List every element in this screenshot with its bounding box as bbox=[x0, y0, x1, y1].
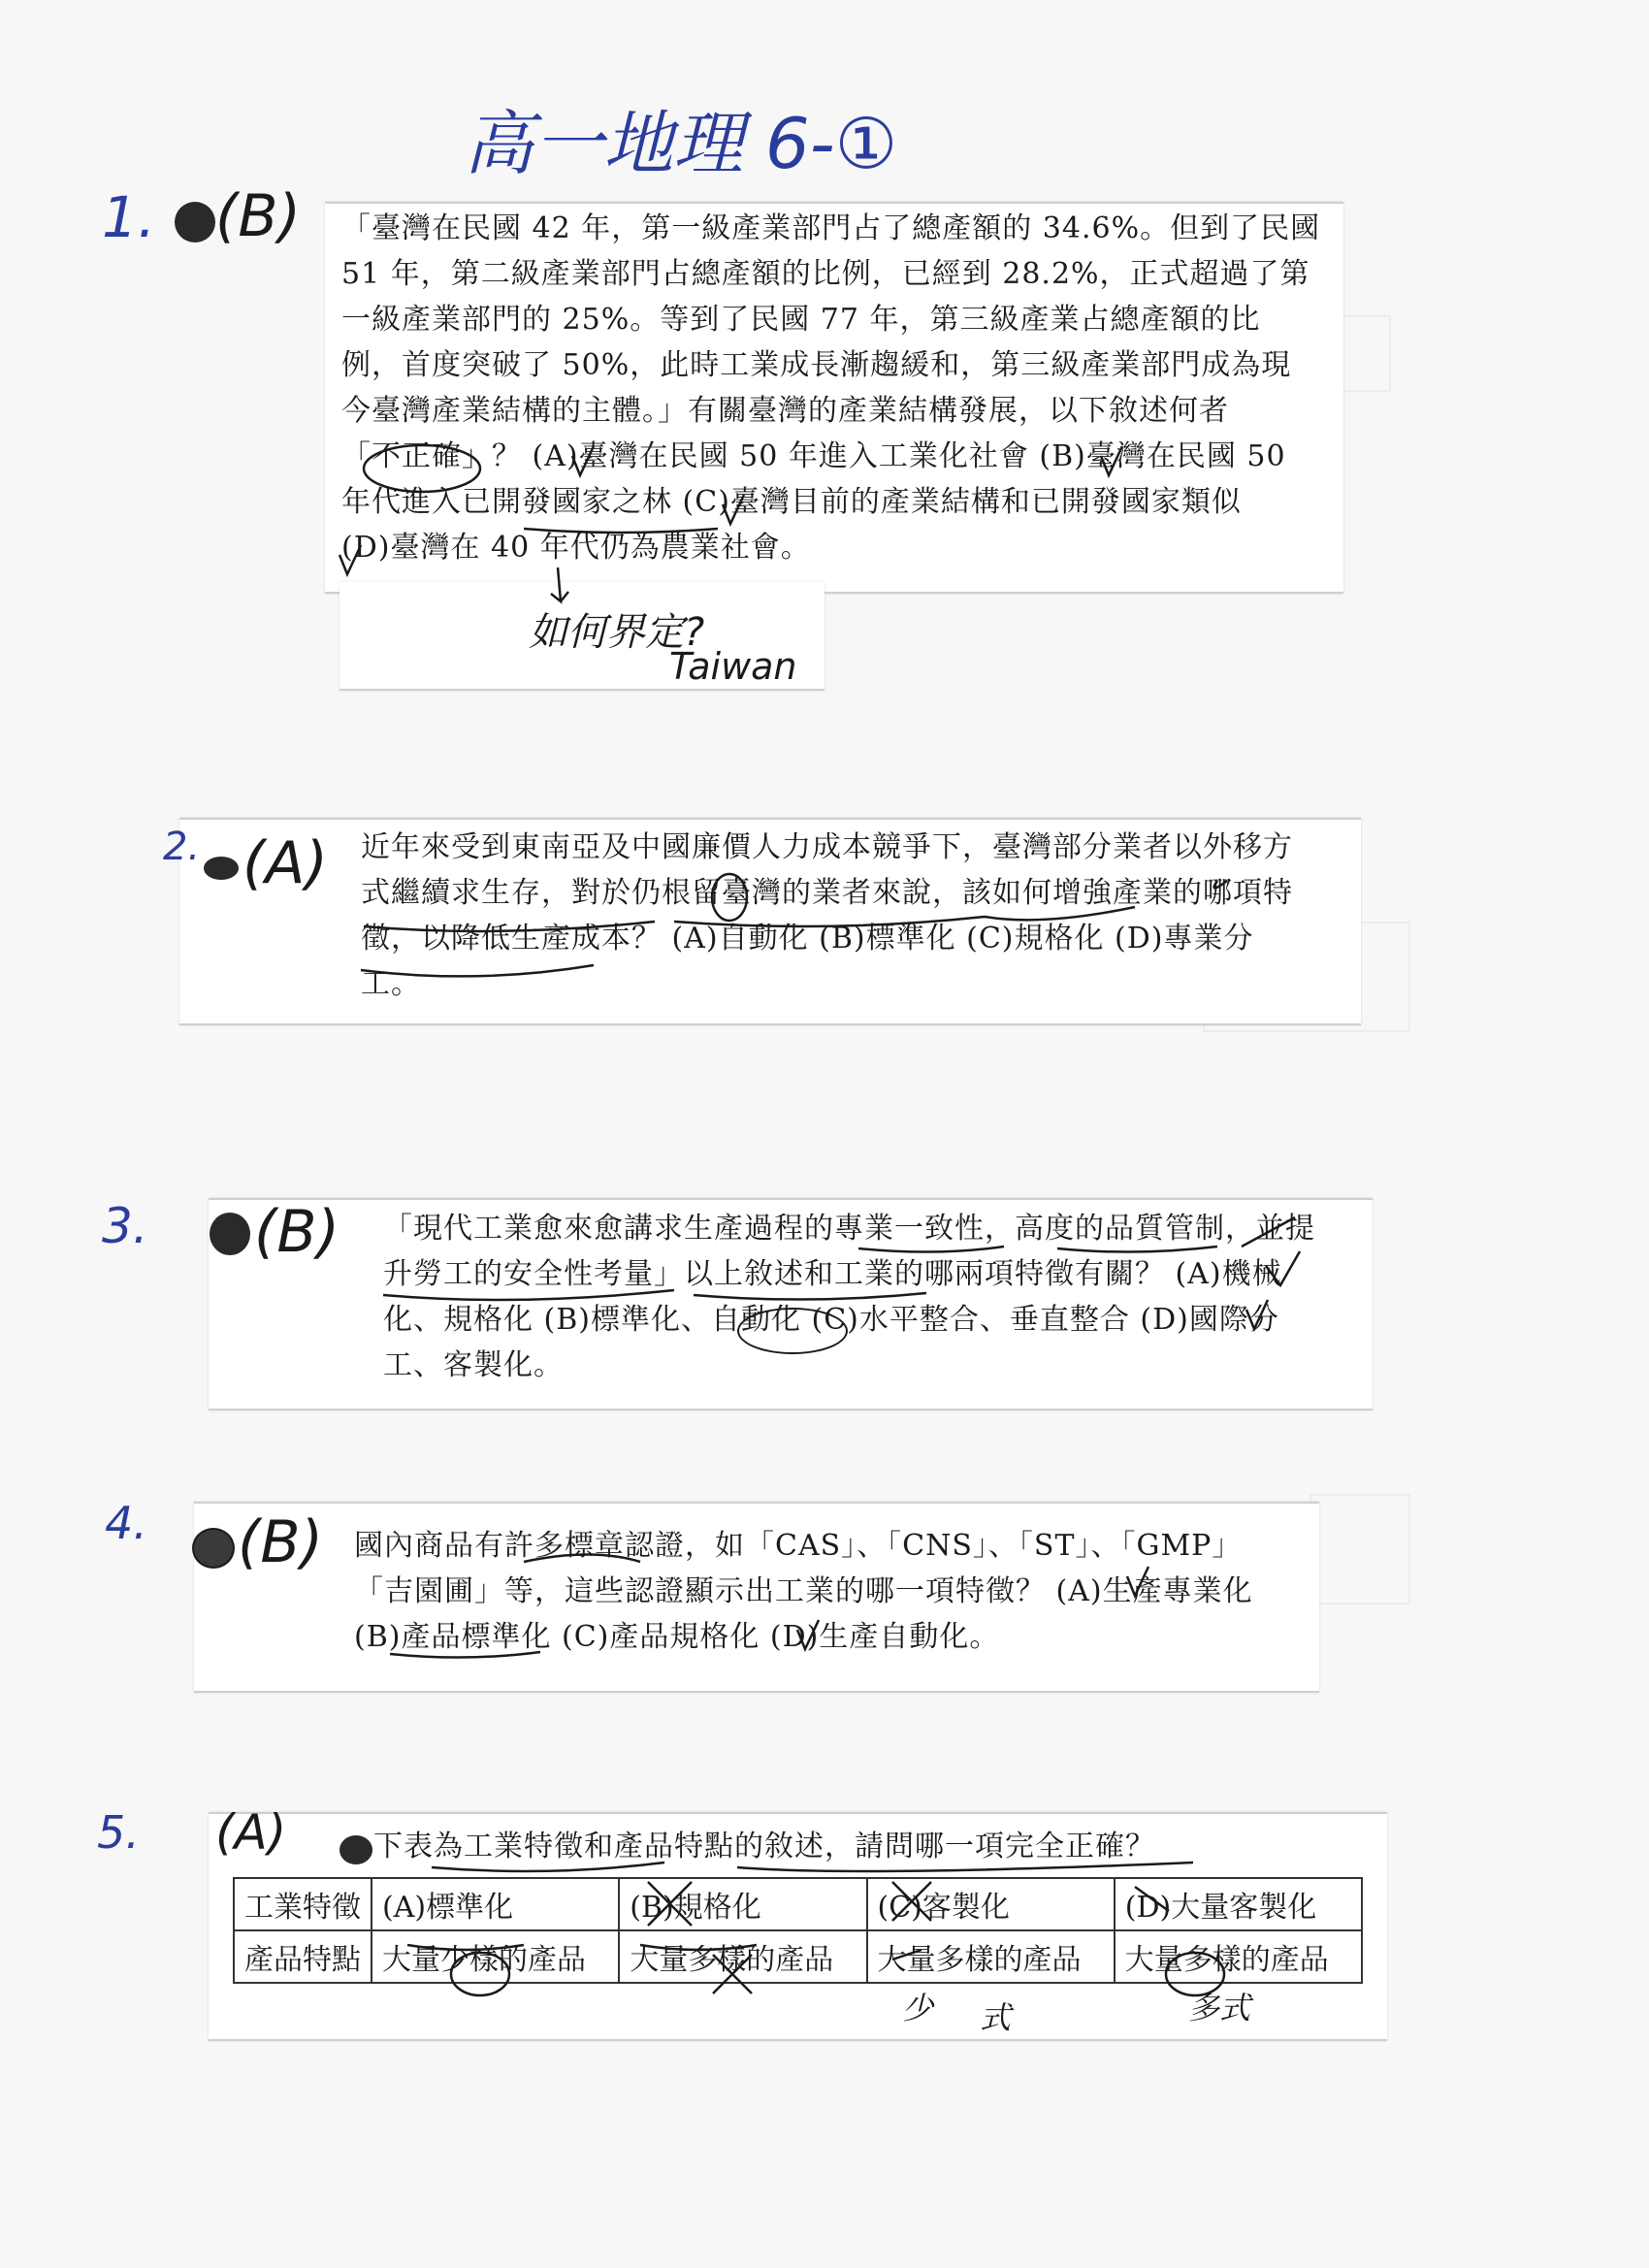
close-paren: ) bbox=[267, 1804, 287, 1861]
open-paren: ( bbox=[215, 1804, 235, 1861]
close-paren: ) bbox=[300, 1508, 324, 1576]
table-cell: 大量多樣的產品 bbox=[1115, 1930, 1362, 1983]
question-1-number: 1. bbox=[102, 184, 156, 250]
question-5-table bbox=[233, 1877, 1363, 1984]
question-5-note-few: 少 bbox=[902, 1990, 934, 2026]
question-1-note-definition: 如何界定? bbox=[529, 610, 705, 655]
question-1-answer-letter: B bbox=[238, 182, 278, 250]
question-1-scribbled-number bbox=[175, 202, 215, 243]
row-header-product: 產品特點 bbox=[234, 1930, 372, 1983]
question-2-scribbled-number bbox=[204, 857, 239, 880]
table-cell: 大量少樣的產品 bbox=[372, 1930, 619, 1983]
open-paren: ( bbox=[238, 1508, 261, 1576]
table-cell: 大量多樣的產品 bbox=[867, 1930, 1115, 1983]
question-4-scribbled-number bbox=[192, 1528, 235, 1569]
open-paren: ( bbox=[242, 829, 266, 897]
question-3-text: 「現代工業愈來愈講求生產過程的專業一致性，高度的品質管制，並提 升勞工的安全性考量」以上敘述和工業的哪兩項特徵有關？ (A)機械 化、規格化 (B)標準化、自動化 (C)水平整合、垂直整合 (D)國際分 工、客製化。 bbox=[383, 1212, 1315, 1382]
table-row-product bbox=[234, 1930, 1362, 1983]
question-4-answer bbox=[238, 1508, 323, 1576]
question-3-answer bbox=[254, 1198, 340, 1266]
close-paren: ) bbox=[305, 829, 328, 897]
question-1-text: 「臺灣在民國 42 年，第一級產業部門占了總產額的 34.6%。但到了民國 51 年，第二級產業部門占總產額的比例，已經到 28.2%，正式超過了第 一級產業部門的 25%。等到了民國 77 年，第三級產業占總產額的比 例，首度突破了 50%，此時工業成長漸趨緩和，第三級產業部門成為現 今臺灣產業結構的主體。」有關臺灣的產業結構發展，以下敘述何者 「不正確」？ (A)臺灣在民國 50 年進入工業化社會 (B)臺灣在民國 50 年代進入已開發國家之林 (C)臺灣目前的產業結構和已開發國家類似 (D)臺灣在 40 年代仍為農業社會。 bbox=[341, 211, 1321, 565]
row-header-industry: 工業特徵 bbox=[234, 1878, 372, 1930]
table-cell: (D)大量客製化 bbox=[1115, 1878, 1362, 1930]
table-cell: (A)標準化 bbox=[372, 1878, 619, 1930]
question-5-note-many-styles: 多式 bbox=[1188, 1990, 1251, 2026]
table-cell: (B)規格化 bbox=[619, 1878, 866, 1930]
question-4-number: 4. bbox=[105, 1497, 147, 1549]
question-3-answer-letter: B bbox=[276, 1198, 317, 1266]
question-5-number: 5. bbox=[97, 1806, 140, 1859]
question-5-note-style: 式 bbox=[980, 1999, 1012, 2036]
question-3-number: 3. bbox=[102, 1198, 148, 1254]
open-paren: ( bbox=[215, 182, 239, 250]
question-2-answer-letter: A bbox=[265, 829, 306, 897]
question-5-answer bbox=[215, 1804, 286, 1861]
question-3-circled-automation bbox=[737, 1308, 848, 1354]
question-2-number: 2. bbox=[163, 825, 201, 869]
bleed-through-box-3 bbox=[1310, 1494, 1410, 1604]
table-row-industry bbox=[234, 1878, 1362, 1930]
question-4-text: 國內商品有許多標章認證，如「CAS」、「CNS」、「ST」、「GMP」 「吉園圃」等，這些認證顯示出工業的哪一項特徵？ (A)生產專業化 (B)產品標準化 (C)產品規格化 (D)生產自動化。 bbox=[354, 1529, 1253, 1654]
question-1-note-taiwan: Taiwan bbox=[669, 645, 797, 688]
page-title: 高一地理 6-① bbox=[464, 103, 898, 184]
question-5-text: 下表為工業特徵和產品特點的敘述，請問哪一項完全正確？ bbox=[373, 1830, 1155, 1863]
question-5-scribbled-number bbox=[340, 1835, 372, 1864]
question-2-answer bbox=[242, 829, 328, 897]
table-cell: (C)客製化 bbox=[867, 1878, 1115, 1930]
question-2-text: 近年來受到東南亞及中國廉價人力成本競爭下，臺灣部分業者以外移方 式繼續求生存，對於仍根留臺灣的業者來說，該如何增強產業的哪項特 徵，以降低生產成本？ (A)自動化 (B)標準化 (C)規格化 (D)專業分 工。 bbox=[361, 830, 1293, 1001]
question-3-scribbled-number bbox=[210, 1213, 250, 1255]
question-1-answer bbox=[215, 182, 301, 250]
close-paren: ) bbox=[316, 1198, 340, 1266]
table-cell: 大量多樣的產品 bbox=[619, 1930, 866, 1983]
question-4-answer-letter: B bbox=[260, 1508, 301, 1576]
open-paren: ( bbox=[254, 1198, 277, 1266]
close-paren: ) bbox=[277, 182, 302, 250]
question-5-answer-letter: A bbox=[234, 1804, 268, 1861]
